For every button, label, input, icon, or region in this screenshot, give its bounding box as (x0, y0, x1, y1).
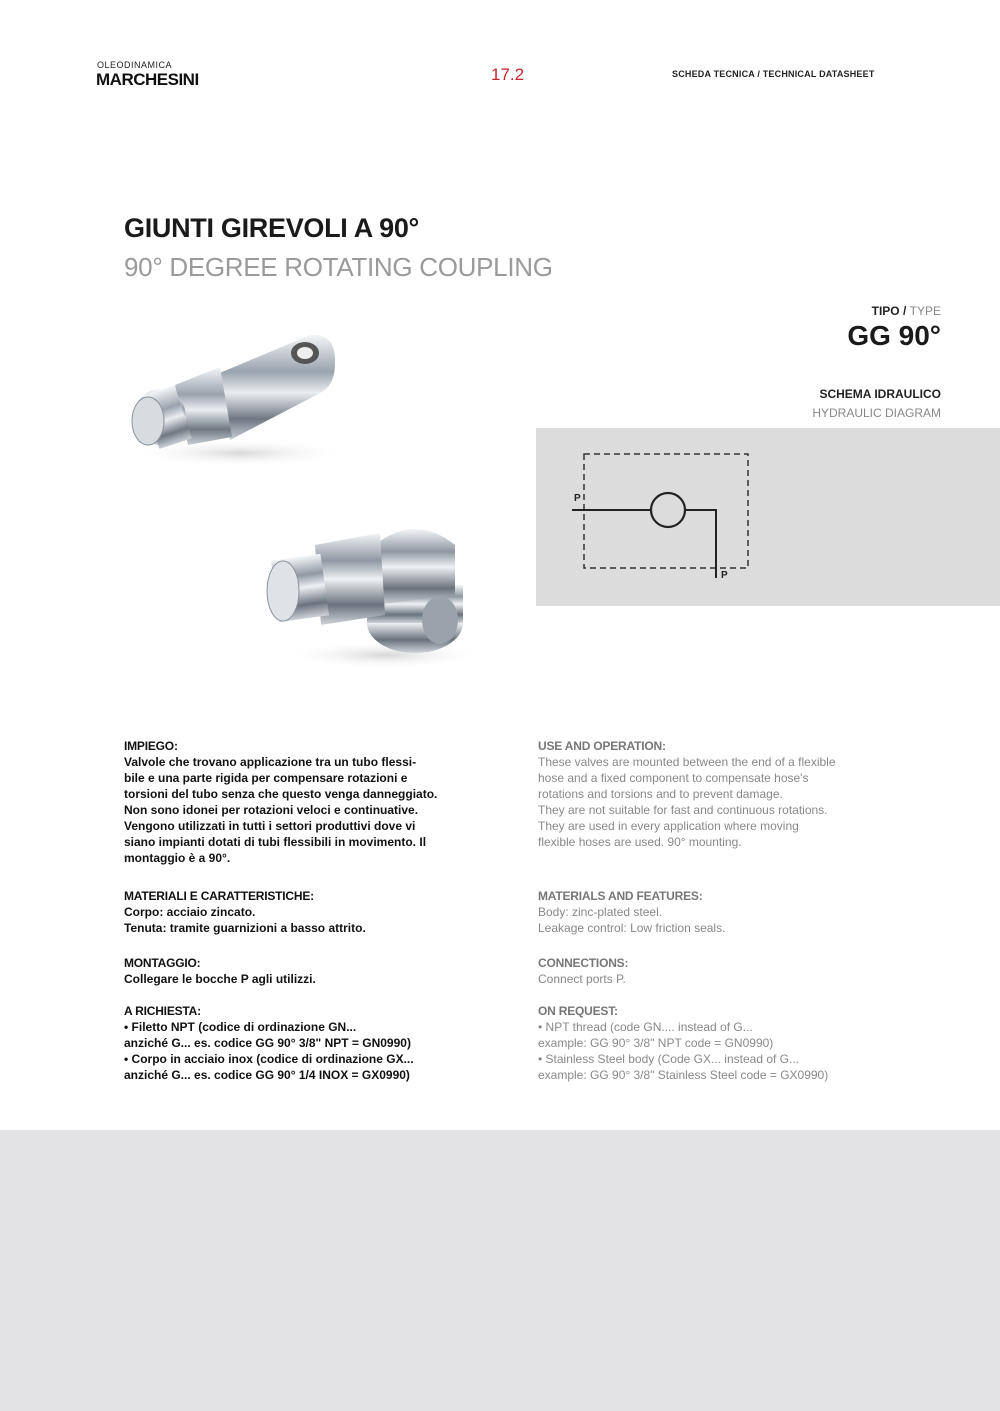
text-line: torsioni del tubo senza che questo venga danneggiato. (124, 787, 438, 801)
text-line: Body: zinc-plated steel. (538, 905, 663, 919)
text-line: bile e una parte rigida per compensare rotazioni e (124, 771, 408, 785)
hydraulic-diagram-svg (536, 428, 1000, 606)
text-line: hose and a fixed component to compensate hose's (538, 771, 809, 785)
text-line: These valves are mounted between the end of a flexible (538, 755, 836, 769)
text-line: rotations and torsions and to prevent damage. (538, 787, 783, 801)
section-heading: ON REQUEST: (538, 1004, 618, 1018)
footer-band (0, 1130, 1000, 1411)
section-heading: CONNECTIONS: (538, 956, 629, 970)
type-label-it: TIPO / (871, 304, 910, 318)
text-line: anziché G... es. codice GG 90° 1/4 INOX = GX0990) (124, 1068, 410, 1082)
section-impiego (124, 738, 437, 866)
type-label-en: TYPE (909, 304, 941, 318)
text-line: Valvole che trovano applicazione tra un tubo flessi- (124, 755, 417, 769)
section-heading: USE AND OPERATION: (538, 739, 666, 753)
text-line: • Corpo in acciaio inox (codice di ordinazione GX... (124, 1052, 414, 1066)
hydraulic-diagram (536, 428, 1000, 606)
text-line: Connect ports P. (538, 972, 626, 986)
section-heading: MONTAGGIO: (124, 956, 201, 970)
brand-logo: MARCHESINI (96, 70, 199, 89)
schema-label-en: HYDRAULIC DIAGRAM (812, 406, 941, 420)
text-line: They are used in every application where moving (538, 819, 799, 833)
title-english: 90° DEGREE ROTATING COUPLING (124, 252, 553, 282)
text-line: flexible hoses are used. 90° mounting. (538, 835, 742, 849)
text-line: • Filetto NPT (codice di ordinazione GN... (124, 1020, 357, 1034)
text-line: siano impianti dotati di tubi flessibili in movimento. Il (124, 835, 427, 849)
diagram-port-bottom: P (721, 570, 728, 581)
section-connections (538, 955, 628, 987)
section-heading: IMPIEGO: (124, 739, 178, 753)
doc-label: SCHEDA TECNICA / TECHNICAL DATASHEET (672, 69, 875, 79)
text-line: example: GG 90° 3/8" Stainless Steel code = GX0990) (538, 1068, 829, 1082)
section-heading: MATERIALI E CARATTERISTICHE: (124, 889, 314, 903)
text-line: Collegare le bocche P agli utilizzi. (124, 972, 316, 986)
text-line: • NPT thread (code GN.... instead of G... (538, 1020, 753, 1034)
text-line: • Stainless Steel body (Code GX... instead of G... (538, 1052, 799, 1066)
text-line: montaggio è a 90°. (124, 851, 231, 865)
schema-label-it: SCHEMA IDRAULICO (819, 387, 941, 401)
text-column-english (538, 738, 938, 1098)
text-line: Corpo: acciaio zincato. (124, 905, 256, 919)
text-line: Tenuta: tramite guarnizioni a basso attrito. (124, 921, 366, 935)
page-number: 17.2 (491, 65, 525, 84)
product-photo-straight (120, 305, 360, 475)
text-line: Vengono utilizzati in tutti i settori produttivi dove vi (124, 819, 416, 833)
section-use-and-operation (538, 738, 836, 850)
diagram-rotating-joint (651, 493, 685, 527)
text-line: anziché G... es. codice GG 90° 3/8" NPT = GN0990) (124, 1036, 411, 1050)
diagram-port-left: P (574, 493, 581, 504)
section-heading: MATERIALS AND FEATURES: (538, 889, 703, 903)
type-code: GG 90° (847, 320, 941, 351)
section-heading: A RICHIESTA: (124, 1004, 201, 1018)
text-line: example: GG 90° 3/8" NPT code = GN0990) (538, 1036, 774, 1050)
section-montaggio (124, 955, 316, 987)
section-a-richiesta (124, 1003, 414, 1083)
text-line: Leakage control: Low friction seals. (538, 921, 726, 935)
text-line: They are not suitable for fast and continuous rotations. (538, 803, 828, 817)
section-on-request (538, 1003, 828, 1083)
text-line: Non sono idonei per rotazioni veloci e continuative. (124, 803, 419, 817)
text-column-italian (124, 738, 484, 1098)
section-materiali (124, 888, 366, 936)
product-photo-elbow (255, 505, 485, 675)
brand-top-text: OLEODINAMICA (97, 60, 173, 70)
title-italian: GIUNTI GIREVOLI A 90° (124, 213, 420, 243)
type-label (872, 304, 941, 318)
section-materials-and-features (538, 888, 725, 936)
